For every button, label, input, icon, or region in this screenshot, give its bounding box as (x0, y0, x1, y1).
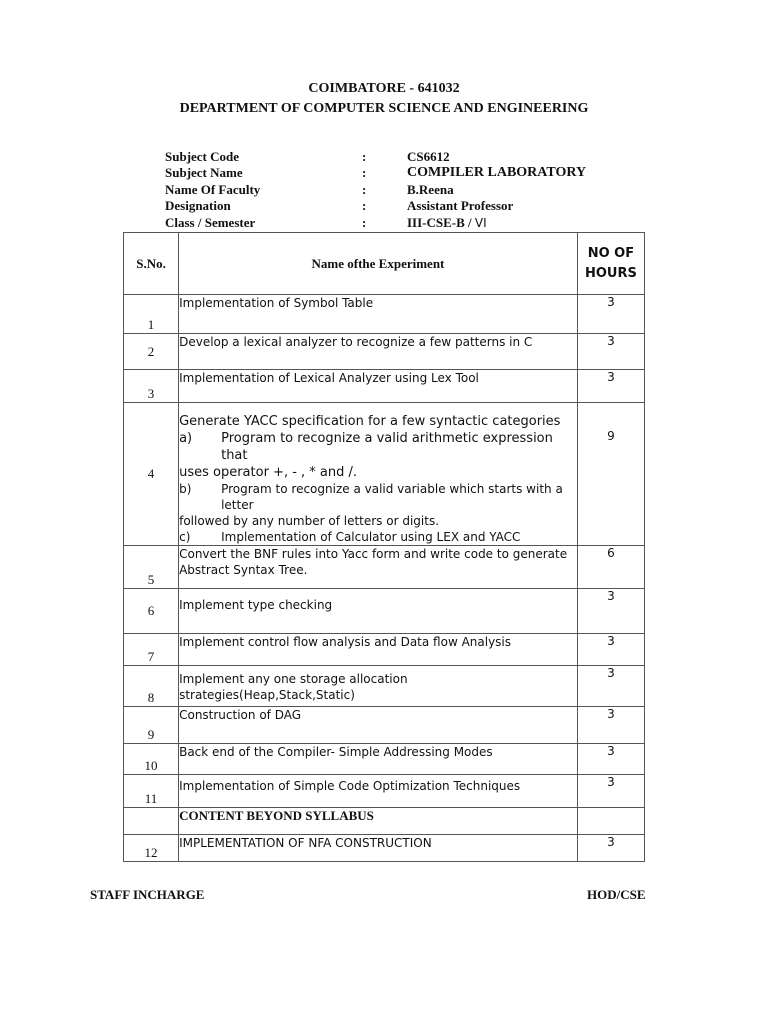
row-hours: 3 (577, 334, 644, 370)
row-hours: 3 (577, 370, 644, 403)
experiment-table (123, 232, 645, 862)
row-hours: 3 (577, 744, 644, 775)
hod-label: HOD/CSE (587, 887, 646, 902)
row-experiment (179, 403, 578, 546)
semester-value: VI (474, 216, 487, 230)
college-location: COIMBATORE - 641032 (308, 81, 460, 96)
info-value (407, 215, 487, 231)
row-sno (124, 808, 179, 835)
info-value: COMPILER LABORATORY (407, 165, 587, 180)
table-row (124, 589, 645, 634)
info-separator: : (362, 149, 367, 164)
item-text: Implementation of Calculator using LEX and YACC (221, 530, 521, 544)
row-sno: 11 (124, 775, 179, 808)
row-hours: 6 (577, 546, 644, 589)
table-row (124, 370, 645, 403)
row-sno: 2 (124, 334, 179, 370)
yacc-item-b (179, 481, 577, 513)
row-hours: 3 (577, 589, 644, 634)
experiment-line2: Abstract Syntax Tree. (179, 563, 308, 577)
row-hours: 3 (577, 634, 644, 666)
row-sno: 8 (124, 666, 179, 707)
table-row (124, 707, 645, 744)
item-text: Program to recognize a valid arithmetic expression that (221, 431, 553, 463)
row-sno: 1 (124, 295, 179, 334)
info-separator: : (362, 165, 367, 180)
table-row (124, 634, 645, 666)
row-experiment: Implement any one storage allocation strategies(Heap,Stack,Static) (179, 666, 578, 707)
info-value: Assistant Professor (407, 198, 514, 213)
item-marker: a) (179, 431, 193, 446)
info-label: Subject Name (165, 165, 243, 180)
table-row (124, 546, 645, 589)
row-experiment: Implementation of Symbol Table (179, 295, 578, 334)
info-class-semester (165, 215, 685, 231)
yacc-item-a (179, 430, 577, 464)
row-sno: 5 (124, 546, 179, 589)
table-row (124, 744, 645, 775)
department-title: DEPARTMENT OF COMPUTER SCIENCE AND ENGINEERING (179, 101, 589, 116)
row-experiment: Implement control flow analysis and Data flow Analysis (179, 634, 578, 666)
class-value: III-CSE-B / (407, 215, 472, 230)
info-separator: : (362, 182, 367, 197)
yacc-item-c (179, 529, 577, 545)
info-label: Name Of Faculty (165, 182, 261, 197)
table-row (124, 835, 645, 862)
row-sno: 4 (124, 403, 179, 546)
item-marker: c) (179, 530, 191, 544)
info-designation (165, 198, 685, 214)
row-sno: 10 (124, 744, 179, 775)
row-experiment: IMPLEMENTATION OF NFA CONSTRUCTION (179, 835, 578, 862)
info-value: CS6612 (407, 149, 450, 164)
yacc-item-a-cont (179, 464, 577, 481)
header-hours (577, 233, 644, 295)
info-label: Class / Semester (165, 215, 256, 230)
row-experiment (179, 546, 578, 589)
header-hours-line1: NO OF (587, 245, 635, 261)
row-sno: 12 (124, 835, 179, 862)
table-row-section (124, 808, 645, 835)
info-label: Subject Code (165, 149, 240, 164)
info-subject-name (165, 165, 685, 181)
table-row (124, 403, 645, 546)
info-value: B.Reena (407, 182, 454, 197)
experiment-line1: Convert the BNF rules into Yacc form and write code to generate (179, 547, 568, 561)
row-sno: 7 (124, 634, 179, 666)
header-experiment-name: Name ofthe Experiment (179, 233, 578, 295)
header-sno: S.No. (124, 233, 179, 295)
row-sno: 9 (124, 707, 179, 744)
row-hours: 3 (577, 835, 644, 862)
row-sno: 3 (124, 370, 179, 403)
row-hours (577, 808, 644, 835)
staff-incharge-label: STAFF INCHARGE (90, 887, 205, 902)
row-hours: 3 (577, 775, 644, 808)
row-hours: 3 (577, 707, 644, 744)
table-row (124, 295, 645, 334)
row-hours: 3 (577, 666, 644, 707)
item-text: Program to recognize a valid variable which starts with a letter (221, 482, 563, 512)
row-hours: 3 (577, 295, 644, 334)
row-experiment: Implementation of Simple Code Optimization Techniques (179, 775, 578, 808)
table-row (124, 334, 645, 370)
header-hours-line2: HOURS (584, 265, 637, 281)
info-separator: : (362, 215, 367, 230)
table-header-row (124, 233, 645, 295)
info-faculty (165, 182, 685, 198)
item-marker: b) (179, 482, 192, 496)
yacc-intro: Generate YACC specification for a few syntactic categories (179, 414, 561, 429)
row-experiment: Implementation of Lexical Analyzer using Lex Tool (179, 370, 578, 403)
section-heading: CONTENT BEYOND SYLLABUS (179, 808, 578, 835)
info-subject-code (165, 149, 685, 165)
row-sno: 6 (124, 589, 179, 634)
row-experiment: Back end of the Compiler- Simple Addressing Modes (179, 744, 578, 775)
info-label: Designation (165, 198, 231, 213)
item-text: uses operator +, - , * and /. (179, 465, 358, 480)
yacc-item-b-cont (179, 513, 577, 529)
row-experiment: Implement type checking (179, 589, 578, 634)
row-experiment: Construction of DAG (179, 707, 578, 744)
row-experiment: Develop a lexical analyzer to recognize a few patterns in C (179, 334, 578, 370)
row-hours: 9 (577, 403, 644, 546)
table-row (124, 666, 645, 707)
info-separator: : (362, 198, 367, 213)
table-row (124, 775, 645, 808)
item-text: followed by any number of letters or digits. (179, 514, 440, 528)
